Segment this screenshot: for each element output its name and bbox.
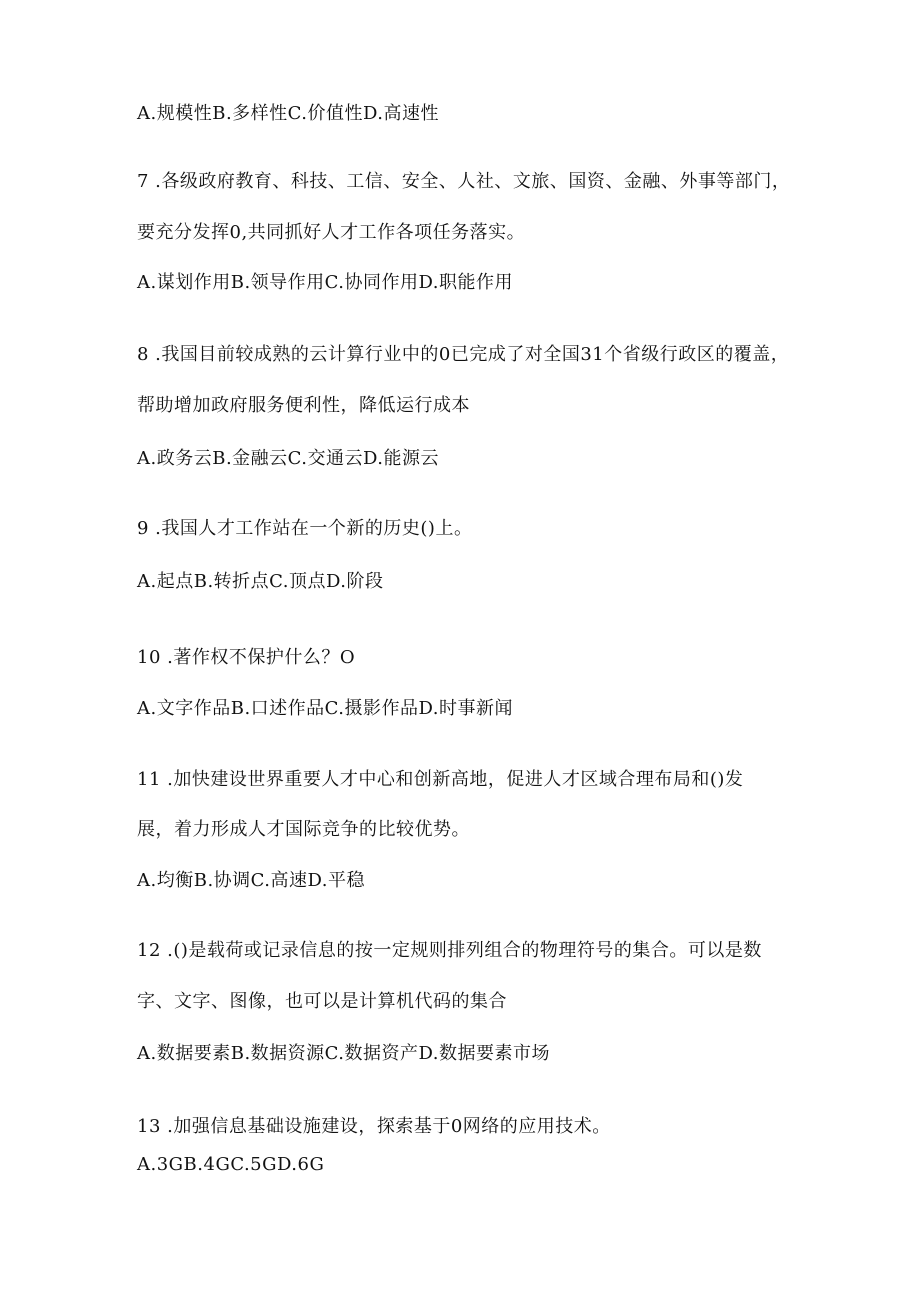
q13-text: 13 .加强信息基础设施建设，探索基于0网络的应用技术。 [137,1116,611,1137]
q12-text-line-2: 字、文字、图像，也可以是计算机代码的集合 [137,991,507,1012]
q10-text: 10 .著作权不保护什么？O [137,647,356,668]
q8-text-line-2: 帮助增加政府服务便利性，降低运行成本 [137,395,470,416]
q9-text: 9 .我国人才工作站在一个新的历史()上。 [137,518,473,539]
q6-options: A.规模性B.多样性C.价值性D.高速性 [137,103,440,124]
q7-options: A.谋划作用B.领导作用C.协同作用D.职能作用 [137,272,514,293]
q9-options: A.起点B.转折点C.顶点D.阶段 [137,571,384,592]
q11-text-line-2: 展，着力形成人才国际竞争的比较优势。 [137,819,470,840]
q8-options: A.政务云B.金融云C.交通云D.能源云 [137,448,440,469]
q10-options: A.文字作品B.口述作品C.摄影作品D.时事新闻 [137,698,514,719]
q8-text-line-1: 8 .我国目前较成熟的云计算行业中的0已完成了对全国31个省级行政区的覆盖， [137,344,790,365]
q11-text-line-1: 11 .加快建设世界重要人才中心和创新高地，促进人才区域合理布局和()发 [137,769,744,790]
q7-text-line-2: 要充分发挥0,共同抓好人才工作各项任务落实。 [137,222,526,243]
q12-options: A.数据要素B.数据资源C.数据资产D.数据要素市场 [137,1043,551,1064]
q12-text-line-1: 12 .()是载荷或记录信息的按一定规则排列组合的物理符号的集合。可以是数 [137,940,762,961]
q11-options: A.均衡B.协调C.高速D.平稳 [137,870,366,891]
q7-text-line-1: 7 .各级政府教育、科技、工信、安全、人社、文旅、国资、金融、外事等部门， [137,171,791,192]
q13-options: A.3GB.4GC.5GD.6G [137,1154,325,1175]
